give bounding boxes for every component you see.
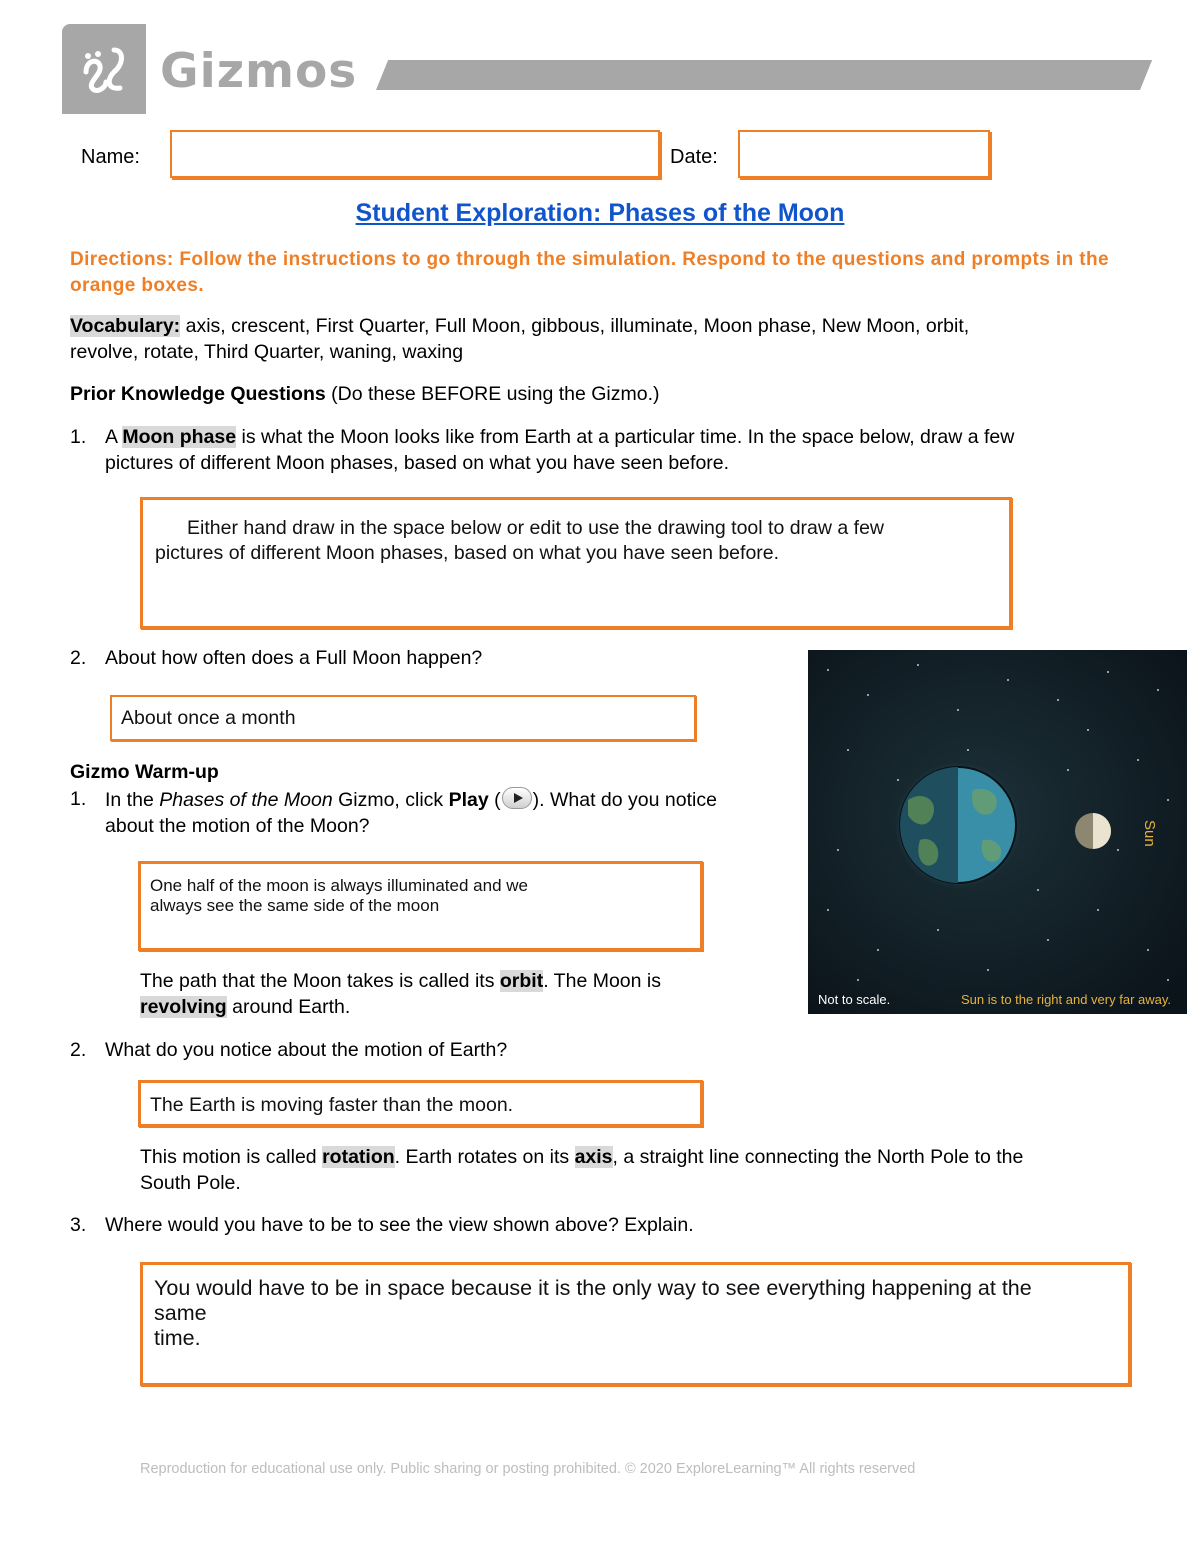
warmup-2-followup <box>140 1145 1140 1196</box>
answer-text: pictures of different Moon phases, based on what you have seen before. <box>155 542 780 564</box>
question-number: 1. <box>70 788 87 810</box>
question-text: Gizmo, click <box>332 789 449 811</box>
gizmo-simulation-image <box>808 650 1187 1014</box>
answer-text: same <box>154 1301 207 1325</box>
question-text: In the <box>105 789 160 811</box>
question-text: pictures of different Moon phases, based on what you have seen before. <box>105 451 730 474</box>
warmup-question-2: What do you notice about the motion of Earth? <box>105 1039 508 1061</box>
prior-question-2: About how often does a Full Moon happen? <box>105 647 483 669</box>
warmup-question-3: Where would you have to be to see the view shown above? Explain. <box>105 1214 694 1236</box>
answer-text: time. <box>154 1326 201 1350</box>
term-orbit: orbit <box>499 970 544 992</box>
term-axis: axis <box>574 1146 613 1168</box>
vocabulary <box>70 314 1140 365</box>
answer-text: About once a month <box>121 707 296 729</box>
header-bar <box>376 60 1152 90</box>
answer-text: You would have to be in space because it is the only way to see everything happening at the <box>154 1276 1032 1300</box>
question-number: 3. <box>70 1214 87 1236</box>
warmup-question-1 <box>105 787 795 839</box>
sun-label: Sun <box>1141 820 1158 847</box>
name-field[interactable] <box>170 130 660 178</box>
vocabulary-label: Vocabulary: <box>70 315 181 337</box>
question-text: is what the Moon looks like from Earth at a particular time. In the space below, draw a few <box>236 426 1015 448</box>
term-revolving: revolving <box>140 995 227 1018</box>
answer-box-warmup-3[interactable] <box>140 1262 1131 1386</box>
answer-text: One half of the moon is always illuminated and we <box>150 876 528 895</box>
question-number: 2. <box>70 1039 87 1061</box>
question-number: 2. <box>70 647 87 669</box>
answer-box-prior-1[interactable] <box>140 497 1012 629</box>
answer-text: always see the same side of the moon <box>150 896 440 915</box>
name-label: Name: <box>81 146 140 168</box>
date-label: Date: <box>670 146 718 168</box>
brand-name: Gizmos <box>160 44 358 99</box>
followup-text: . Earth rotates on its <box>394 1146 575 1168</box>
term-moon-phase: Moon phase <box>122 426 237 448</box>
gizmo-name: Phases of the Moon <box>159 789 333 811</box>
date-field[interactable] <box>738 130 990 178</box>
followup-text: This motion is called <box>140 1146 323 1168</box>
warmup-heading: Gizmo Warm-up <box>70 761 219 783</box>
term-rotation: rotation <box>322 1146 395 1168</box>
footer-copyright: Reproduction for educational use only. Public sharing or posting prohibited. © 2020 ExploreLearning™ All rights reserved <box>140 1461 916 1477</box>
explorelearning-logo-icon <box>76 42 132 96</box>
warmup-1-followup <box>140 969 780 1020</box>
followup-text: , a straight line connecting the North Pole to the <box>612 1146 1024 1168</box>
answer-box-prior-2[interactable] <box>110 695 696 741</box>
question-text: about the motion of the Moon? <box>105 814 370 837</box>
followup-text: . The Moon is <box>543 970 661 992</box>
play-icon[interactable] <box>502 787 532 809</box>
prior-knowledge-title: Prior Knowledge Questions <box>70 383 326 405</box>
prior-knowledge-heading <box>70 382 660 408</box>
followup-text: The path that the Moon takes is called its <box>140 970 500 992</box>
play-label: Play <box>448 789 489 811</box>
prior-knowledge-note: (Do these BEFORE using the Gizmo.) <box>325 383 660 405</box>
answer-text: The Earth is moving faster than the moon. <box>150 1094 514 1116</box>
prior-question-1 <box>105 425 1145 476</box>
vocabulary-line2: revolve, rotate, Third Quarter, waning, waxing <box>70 340 464 363</box>
directions-text: Directions: Follow the instructions to go through the simulation. Respond to the questions and prompts in the orange boxes. <box>70 249 1109 296</box>
question-text: A <box>105 426 123 448</box>
followup-text: around Earth. <box>226 995 351 1018</box>
caption-not-to-scale: Not to scale. <box>818 992 891 1007</box>
question-text: ). What do you notice <box>532 789 717 811</box>
question-number: 1. <box>70 426 87 448</box>
answer-text: Either hand draw in the space below or edit to use the drawing tool to draw a few <box>187 517 884 539</box>
space-scene <box>808 650 1187 1014</box>
logo-badge <box>62 24 146 114</box>
answer-box-warmup-1[interactable] <box>138 861 703 951</box>
caption-sun-direction: Sun is to the right and very far away. <box>960 992 1171 1007</box>
answer-box-warmup-2[interactable] <box>138 1080 703 1127</box>
page-title: Student Exploration: Phases of the Moon <box>355 199 845 227</box>
question-text: ( <box>488 789 501 811</box>
followup-text: South Pole. <box>140 1171 241 1194</box>
vocabulary-line1: axis, crescent, First Quarter, Full Moon, gibbous, illuminate, Moon phase, New Moon, orbit, <box>180 315 970 337</box>
